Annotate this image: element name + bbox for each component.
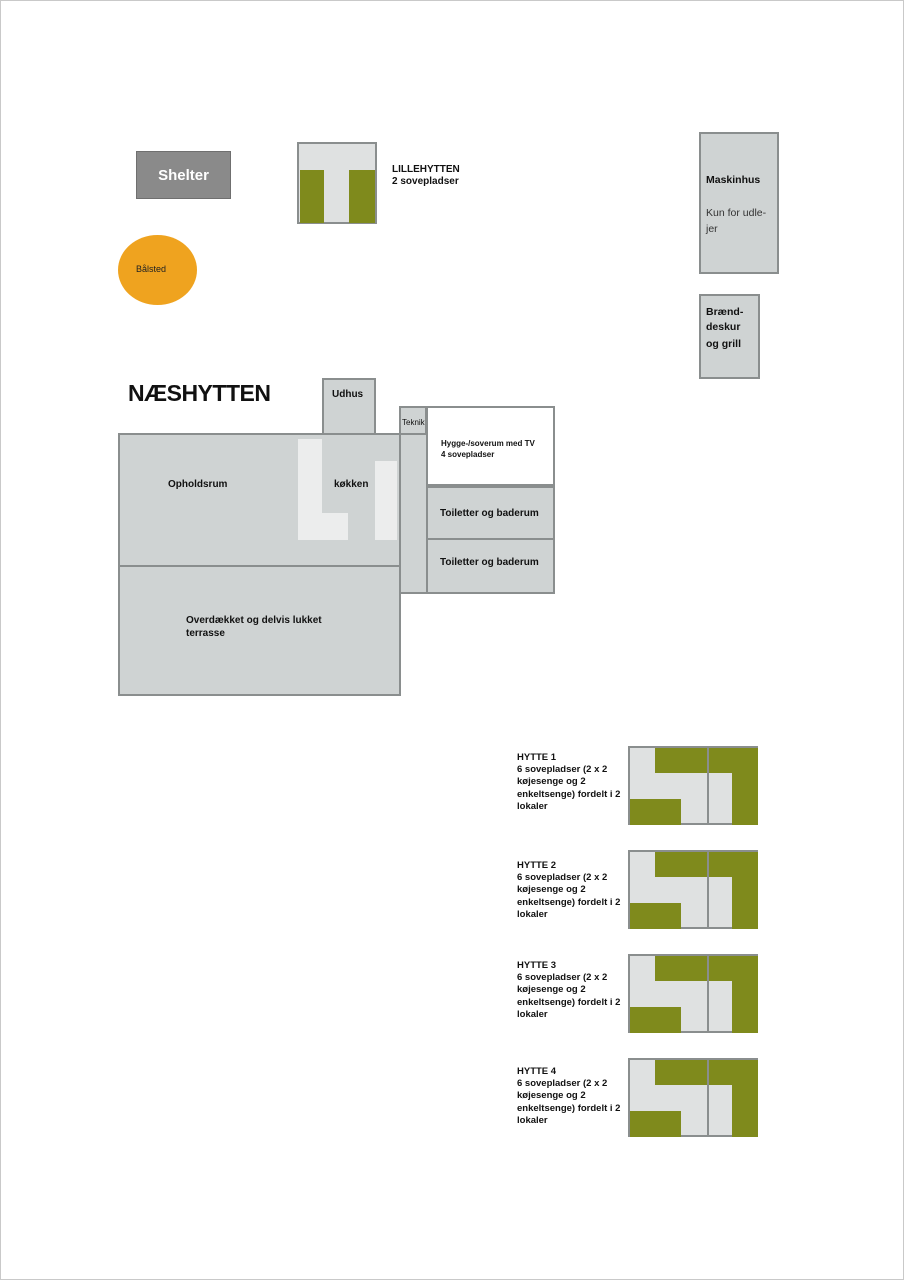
hygge-label-line1: Hygge-/soverum med TV [441, 439, 535, 448]
hytte-2-line1: 6 sovepladser (2 x 2 [517, 872, 608, 884]
hytte-3-line1: 6 sovepladser (2 x 2 [517, 972, 608, 984]
toilet-room-2 [426, 538, 555, 594]
hytte-4-bed-right [732, 1085, 758, 1137]
braendeskur-line2: deskur [706, 321, 741, 333]
hytte-4-title: HYTTE 4 [517, 1066, 557, 1077]
naeshytten-title: NÆSHYTTEN [128, 380, 271, 406]
hytte-3-bunk-top [655, 956, 707, 981]
terrasse-label-line1: Overdækket og delvis lukket [186, 615, 322, 626]
teknik-label: Teknik [402, 418, 425, 427]
hytte-4-line1: 6 sovepladser (2 x 2 [517, 1078, 608, 1090]
hytte-2-bunk-top [655, 852, 707, 877]
bed-left [300, 170, 324, 223]
hygge-label-line2: 4 sovepladser [441, 450, 495, 459]
hygge-soverum-room [426, 406, 555, 486]
hytte-1-bunk-top [655, 748, 707, 773]
opholdsrum-label: Opholdsrum [168, 479, 228, 490]
hytte-3-line3: enkeltsenge) fordelt i 2 [517, 996, 621, 1008]
bed-right [349, 170, 375, 223]
hytte-1-bed-bottom [630, 799, 681, 825]
hytte-3-building [628, 954, 758, 1033]
hytte-4-building [628, 1058, 758, 1137]
maskinhus-line1: Kun for udle- [706, 207, 767, 219]
kitchen-counter-right [375, 461, 397, 540]
hytte-3-bed-bottom [630, 1007, 681, 1033]
toilet2-label: Toiletter og baderum [440, 557, 539, 568]
hytte-1-line1: 6 sovepladser (2 x 2 [517, 764, 608, 776]
terrasse-label-line2: terrasse [186, 628, 225, 639]
hytte-2-line2: køjesenge og 2 [517, 884, 586, 896]
hytte-2-divider-wall [707, 852, 709, 929]
hytte-2-bed-bottom [630, 903, 681, 929]
hytte-4-line2: køjesenge og 2 [517, 1090, 586, 1102]
fireplace [118, 235, 197, 305]
hytte-1-divider-wall [707, 748, 709, 825]
hytte-1-bed-right [732, 773, 758, 825]
hytte-3-line4: lokaler [517, 1008, 548, 1020]
hytte-3-title: HYTTE 3 [517, 960, 557, 971]
maskinhus-building [699, 132, 779, 274]
hytte-3-text [517, 960, 629, 1021]
braendeskur-line3: og grill [706, 338, 741, 350]
lillehytten-beds: 2 sovepladser [392, 176, 459, 187]
opholdsrum-kokken-room [118, 433, 401, 567]
maskinhus-title: Maskinhus [706, 174, 761, 186]
hytte-3-bunk-right-top [707, 956, 758, 981]
hytte-4-bed-bottom [630, 1111, 681, 1137]
hytte-2-building [628, 850, 758, 929]
maskinhus-line2: jer [706, 223, 718, 235]
lillehytten-building [297, 142, 377, 224]
hytte-4-line4: lokaler [517, 1114, 548, 1126]
hytte-3-line2: køjesenge og 2 [517, 984, 586, 996]
corridor [399, 433, 428, 594]
hytte-3-bed-right [732, 981, 758, 1033]
kitchen-counter-left-foot [298, 513, 348, 540]
kokken-label: køkken [334, 479, 369, 490]
toilet-room-1 [426, 486, 555, 540]
hytte-4-divider-wall [707, 1060, 709, 1137]
hytte-2-title: HYTTE 2 [517, 860, 557, 871]
hytte-2-bed-right [732, 877, 758, 929]
hytte-2-bunk-right-top [707, 852, 758, 877]
hytte-1-building [628, 746, 758, 825]
hytte-2-line3: enkeltsenge) fordelt i 2 [517, 896, 621, 908]
hytte-1-line3: enkeltsenge) fordelt i 2 [517, 788, 621, 800]
udhus-label: Udhus [332, 389, 364, 400]
hytte-2-text [517, 860, 629, 921]
terrasse-area [118, 565, 401, 696]
hytte-4-text [517, 1066, 629, 1127]
udhus-room [322, 378, 376, 435]
hytte-4-bunk-right-top [707, 1060, 758, 1085]
toilet1-label: Toiletter og baderum [440, 508, 539, 519]
braendeskur-line1: Brænd- [706, 306, 744, 318]
hytte-1-bunk-right-top [707, 748, 758, 773]
hytte-3-divider-wall [707, 956, 709, 1033]
braendeskur-building [699, 294, 760, 379]
hytte-2-line4: lokaler [517, 908, 548, 920]
shelter-building [136, 151, 231, 199]
teknik-room [399, 406, 427, 435]
hytte-1-title: HYTTE 1 [517, 752, 557, 763]
hytte-1-line4: lokaler [517, 800, 548, 812]
hytte-4-line3: enkeltsenge) fordelt i 2 [517, 1102, 621, 1114]
hytte-1-text [517, 752, 629, 813]
hytte-1-line2: køjesenge og 2 [517, 776, 586, 788]
fireplace-label: Bålsted [136, 264, 167, 274]
shelter-label: Shelter [158, 166, 209, 184]
hytte-4-bunk-top [655, 1060, 707, 1085]
lillehytten-title: LILLEHYTTEN [392, 164, 460, 175]
